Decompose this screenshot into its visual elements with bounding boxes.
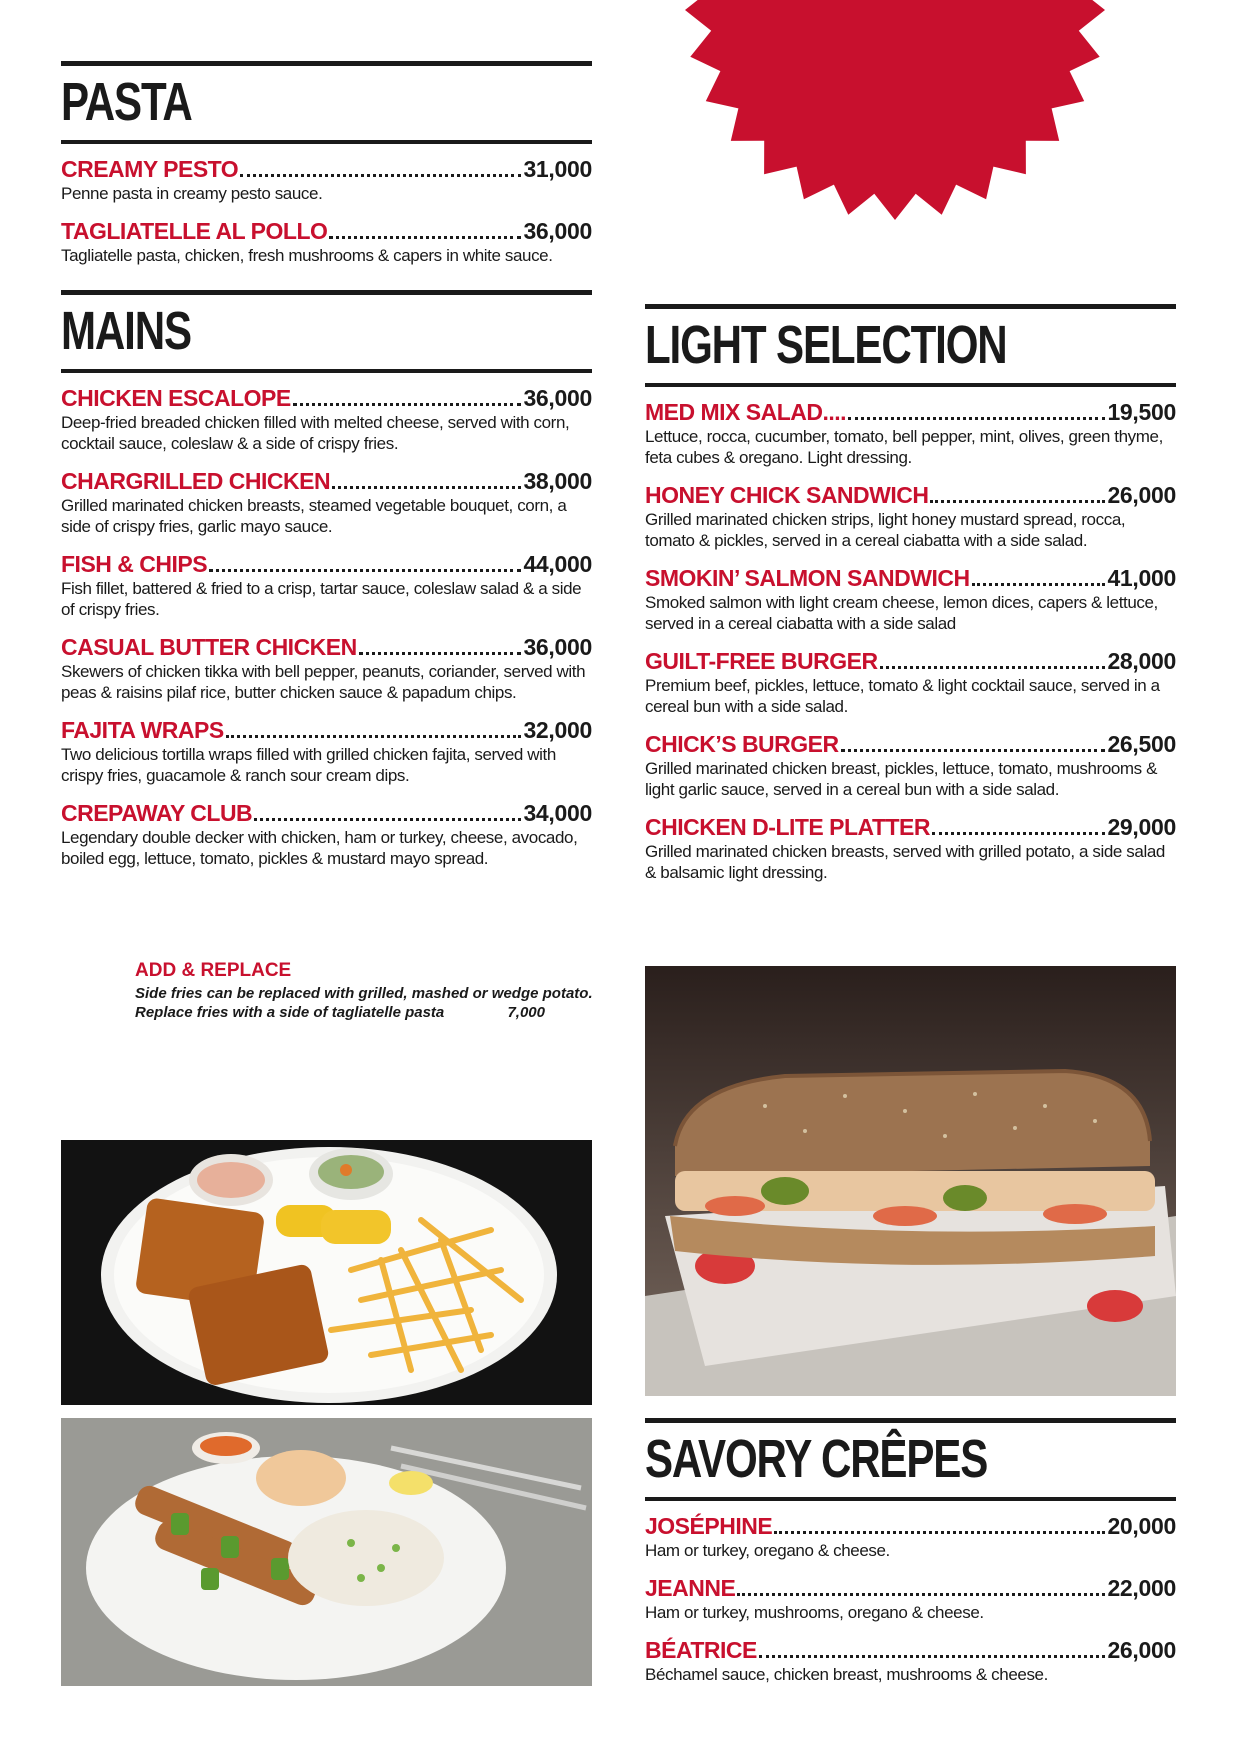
menu-item-description: Two delicious tortilla wraps filled with grilled chicken fajita, served with crispy fries, guacamole & ranch sour cream dips. <box>61 745 556 785</box>
menu-item-price: 34,000 <box>523 800 592 826</box>
menu-item-name: CHICKEN ESCALOPE <box>61 385 291 411</box>
dot-leader <box>329 236 521 239</box>
menu-item-line <box>61 634 592 661</box>
menu-item-description: Grilled marinated chicken breasts, steamed vegetable bouquet, corn, a side of crispy fries, garlic mayo sauce. <box>61 496 567 536</box>
menu-item-price: 19,500 <box>1107 399 1176 425</box>
menu-item-name: BÉATRICE <box>645 1637 757 1663</box>
menu-item-name: TAGLIATELLE AL POLLO <box>61 218 328 244</box>
menu-item-line <box>645 1575 1176 1602</box>
menu-item-line <box>61 218 592 245</box>
left-column <box>61 61 592 883</box>
menu-item <box>61 468 592 537</box>
pasta-title: PASTA <box>61 72 192 132</box>
menu-item-price: 31,000 <box>523 156 592 182</box>
menu-item-line <box>61 385 592 412</box>
dot-leader <box>209 569 521 572</box>
dot-leader <box>932 832 1105 835</box>
menu-item-name: MED MIX SALAD.... <box>645 399 847 425</box>
menu-item-name: JEANNE <box>645 1575 736 1601</box>
menu-item-name: FISH & CHIPS <box>61 551 208 577</box>
menu-item-name: CREPAWAY CLUB <box>61 800 253 826</box>
add-replace-note <box>135 960 605 1022</box>
add-replace-price: 7,000 <box>507 1004 545 1021</box>
menu-item-name: GUILT-FREE BURGER <box>645 648 878 674</box>
menu-item-description: Lettuce, rocca, cucumber, tomato, bell pepper, mint, olives, green thyme, feta cubes & oregano. Light dressing. <box>645 427 1163 467</box>
menu-item-description: Ham or turkey, oregano & cheese. <box>645 1541 890 1560</box>
dot-leader <box>930 500 1105 503</box>
dot-leader <box>774 1531 1105 1534</box>
dot-leader <box>359 652 522 655</box>
dot-leader <box>254 818 521 821</box>
add-replace-text-1: Side fries can be replaced with grilled, mashed or wedge potato. <box>135 985 593 1002</box>
light-section <box>645 304 1176 883</box>
sandwich-photo <box>645 966 1176 1396</box>
menu-item-description: Grilled marinated chicken breasts, served with grilled potato, a side salad & balsamic light dressing. <box>645 842 1165 882</box>
pasta-items <box>61 156 592 266</box>
mains-title: MAINS <box>61 301 191 361</box>
menu-item-name: SMOKIN’ SALMON SANDWICH <box>645 565 970 591</box>
menu-item-price: 38,000 <box>523 468 592 494</box>
dot-leader <box>293 403 522 406</box>
menu-item-description: Ham or turkey, mushrooms, oregano & cheese. <box>645 1603 984 1622</box>
menu-item-price: 26,000 <box>1107 482 1176 508</box>
dot-leader <box>759 1655 1106 1658</box>
menu-item <box>645 1637 1176 1685</box>
dot-leader <box>841 749 1106 752</box>
menu-item-name: FAJITA WRAPS <box>61 717 224 743</box>
dot-leader <box>737 1593 1105 1596</box>
menu-item <box>61 156 592 204</box>
menu-item-price: 41,000 <box>1107 565 1176 591</box>
menu-item-description: Skewers of chicken tikka with bell pepper, peanuts, coriander, served with peas & raisins pilaf rice, butter chicken sauce & papadum chips. <box>61 662 586 702</box>
dot-leader <box>240 174 521 177</box>
menu-item-price: 36,000 <box>523 218 592 244</box>
menu-item-line <box>645 1637 1176 1664</box>
menu-item <box>645 565 1176 634</box>
menu-item-description: Grilled marinated chicken strips, light honey mustard spread, rocca, tomato & pickles, served in a cereal ciabatta with a side salad. <box>645 510 1126 550</box>
dot-leader <box>972 583 1106 586</box>
right-column <box>645 304 1176 897</box>
menu-item <box>645 1575 1176 1623</box>
menu-item-name: JOSÉPHINE <box>645 1513 773 1539</box>
mains-section <box>61 290 592 869</box>
crepes-title: SAVORY CRÊPES <box>645 1429 988 1489</box>
menu-item-description: Penne pasta in creamy pesto sauce. <box>61 184 323 203</box>
menu-item-price: 28,000 <box>1107 648 1176 674</box>
pasta-section <box>61 61 592 266</box>
menu-item-description: Béchamel sauce, chicken breast, mushrooms & cheese. <box>645 1665 1048 1684</box>
menu-item-description: Fish fillet, battered & fried to a crisp, tartar sauce, coleslaw salad & a side of crispy fries. <box>61 579 582 619</box>
menu-item-description: Tagliatelle pasta, chicken, fresh mushrooms & capers in white sauce. <box>61 246 553 265</box>
escalope-photo <box>61 1140 592 1405</box>
menu-item <box>645 399 1176 468</box>
menu-item-price: 26,500 <box>1107 731 1176 757</box>
dot-leader <box>848 417 1105 420</box>
crepes-items <box>645 1513 1176 1685</box>
mains-header <box>61 290 592 373</box>
menu-item-line <box>645 565 1176 592</box>
menu-item-price: 20,000 <box>1107 1513 1176 1539</box>
menu-item-price: 29,000 <box>1107 814 1176 840</box>
menu-item <box>61 800 592 869</box>
dot-leader <box>332 486 521 489</box>
menu-item-line <box>645 814 1176 841</box>
menu-item-line <box>645 648 1176 675</box>
crepes-header <box>645 1418 1176 1501</box>
butter-chicken-photo <box>61 1418 592 1686</box>
menu-item-name: HONEY CHICK SANDWICH <box>645 482 929 508</box>
menu-item-description: Grilled marinated chicken breast, pickles, lettuce, tomato, mushrooms & light garlic sauce, served in a cereal bun with a side salad. <box>645 759 1158 799</box>
menu-item-name: CHICKEN D-LITE PLATTER <box>645 814 931 840</box>
menu-item-price: 32,000 <box>523 717 592 743</box>
menu-item-name: CHICK’S BURGER <box>645 731 839 757</box>
menu-item <box>61 218 592 266</box>
menu-item <box>61 634 592 703</box>
menu-item-line <box>645 482 1176 509</box>
menu-item <box>61 717 592 786</box>
add-replace-title: ADD & REPLACE <box>135 960 292 981</box>
menu-item <box>645 648 1176 717</box>
menu-item-name: CASUAL BUTTER CHICKEN <box>61 634 357 660</box>
menu-item-price: 22,000 <box>1107 1575 1176 1601</box>
light-items <box>645 399 1176 883</box>
menu-item-line <box>61 800 592 827</box>
menu-item-description: Smoked salmon with light cream cheese, lemon dices, capers & lettuce, served in a cereal ciabatta with a side salad <box>645 593 1158 633</box>
menu-item-line <box>61 156 592 183</box>
menu-item <box>645 482 1176 551</box>
menu-item <box>645 731 1176 800</box>
menu-item-line <box>61 551 592 578</box>
light-title: LIGHT SELECTION <box>645 315 1007 375</box>
right-column-lower <box>645 1418 1176 1699</box>
menu-item-line <box>645 731 1176 758</box>
add-replace-text-2: Replace fries with a side of tagliatelle pasta <box>135 1004 445 1021</box>
menu-item <box>645 814 1176 883</box>
dot-leader <box>226 735 522 738</box>
menu-item-line <box>61 717 592 744</box>
menu-item-line <box>645 1513 1176 1540</box>
menu-item-price: 44,000 <box>523 551 592 577</box>
pasta-header <box>61 61 592 144</box>
menu-item-description: Deep-fried breaded chicken filled with melted cheese, served with corn, cocktail sauce, coleslaw & a side of crispy fries. <box>61 413 570 453</box>
menu-item-price: 36,000 <box>523 385 592 411</box>
dot-leader <box>880 666 1106 669</box>
light-header <box>645 304 1176 387</box>
crepes-section <box>645 1418 1176 1685</box>
menu-item-line <box>61 468 592 495</box>
menu-item <box>645 1513 1176 1561</box>
menu-item-description: Legendary double decker with chicken, ham or turkey, cheese, avocado, boiled egg, lettuce, tomato, pickles & mustard mayo spread. <box>61 828 578 868</box>
menu-item-price: 26,000 <box>1107 1637 1176 1663</box>
menu-item-price: 36,000 <box>523 634 592 660</box>
menu-item-line <box>645 399 1176 426</box>
menu-item-description: Premium beef, pickles, lettuce, tomato & light cocktail sauce, served in a cereal bun with a side salad. <box>645 676 1160 716</box>
add-replace-line-1 <box>135 984 605 1003</box>
menu-item-name: CREAMY PESTO <box>61 156 239 182</box>
add-replace-line-2 <box>135 1003 605 1022</box>
mains-items <box>61 385 592 869</box>
menu-item-name: CHARGRILLED CHICKEN <box>61 468 331 494</box>
menu-item <box>61 551 592 620</box>
menu-item <box>61 385 592 454</box>
starburst-badge <box>670 0 1120 220</box>
